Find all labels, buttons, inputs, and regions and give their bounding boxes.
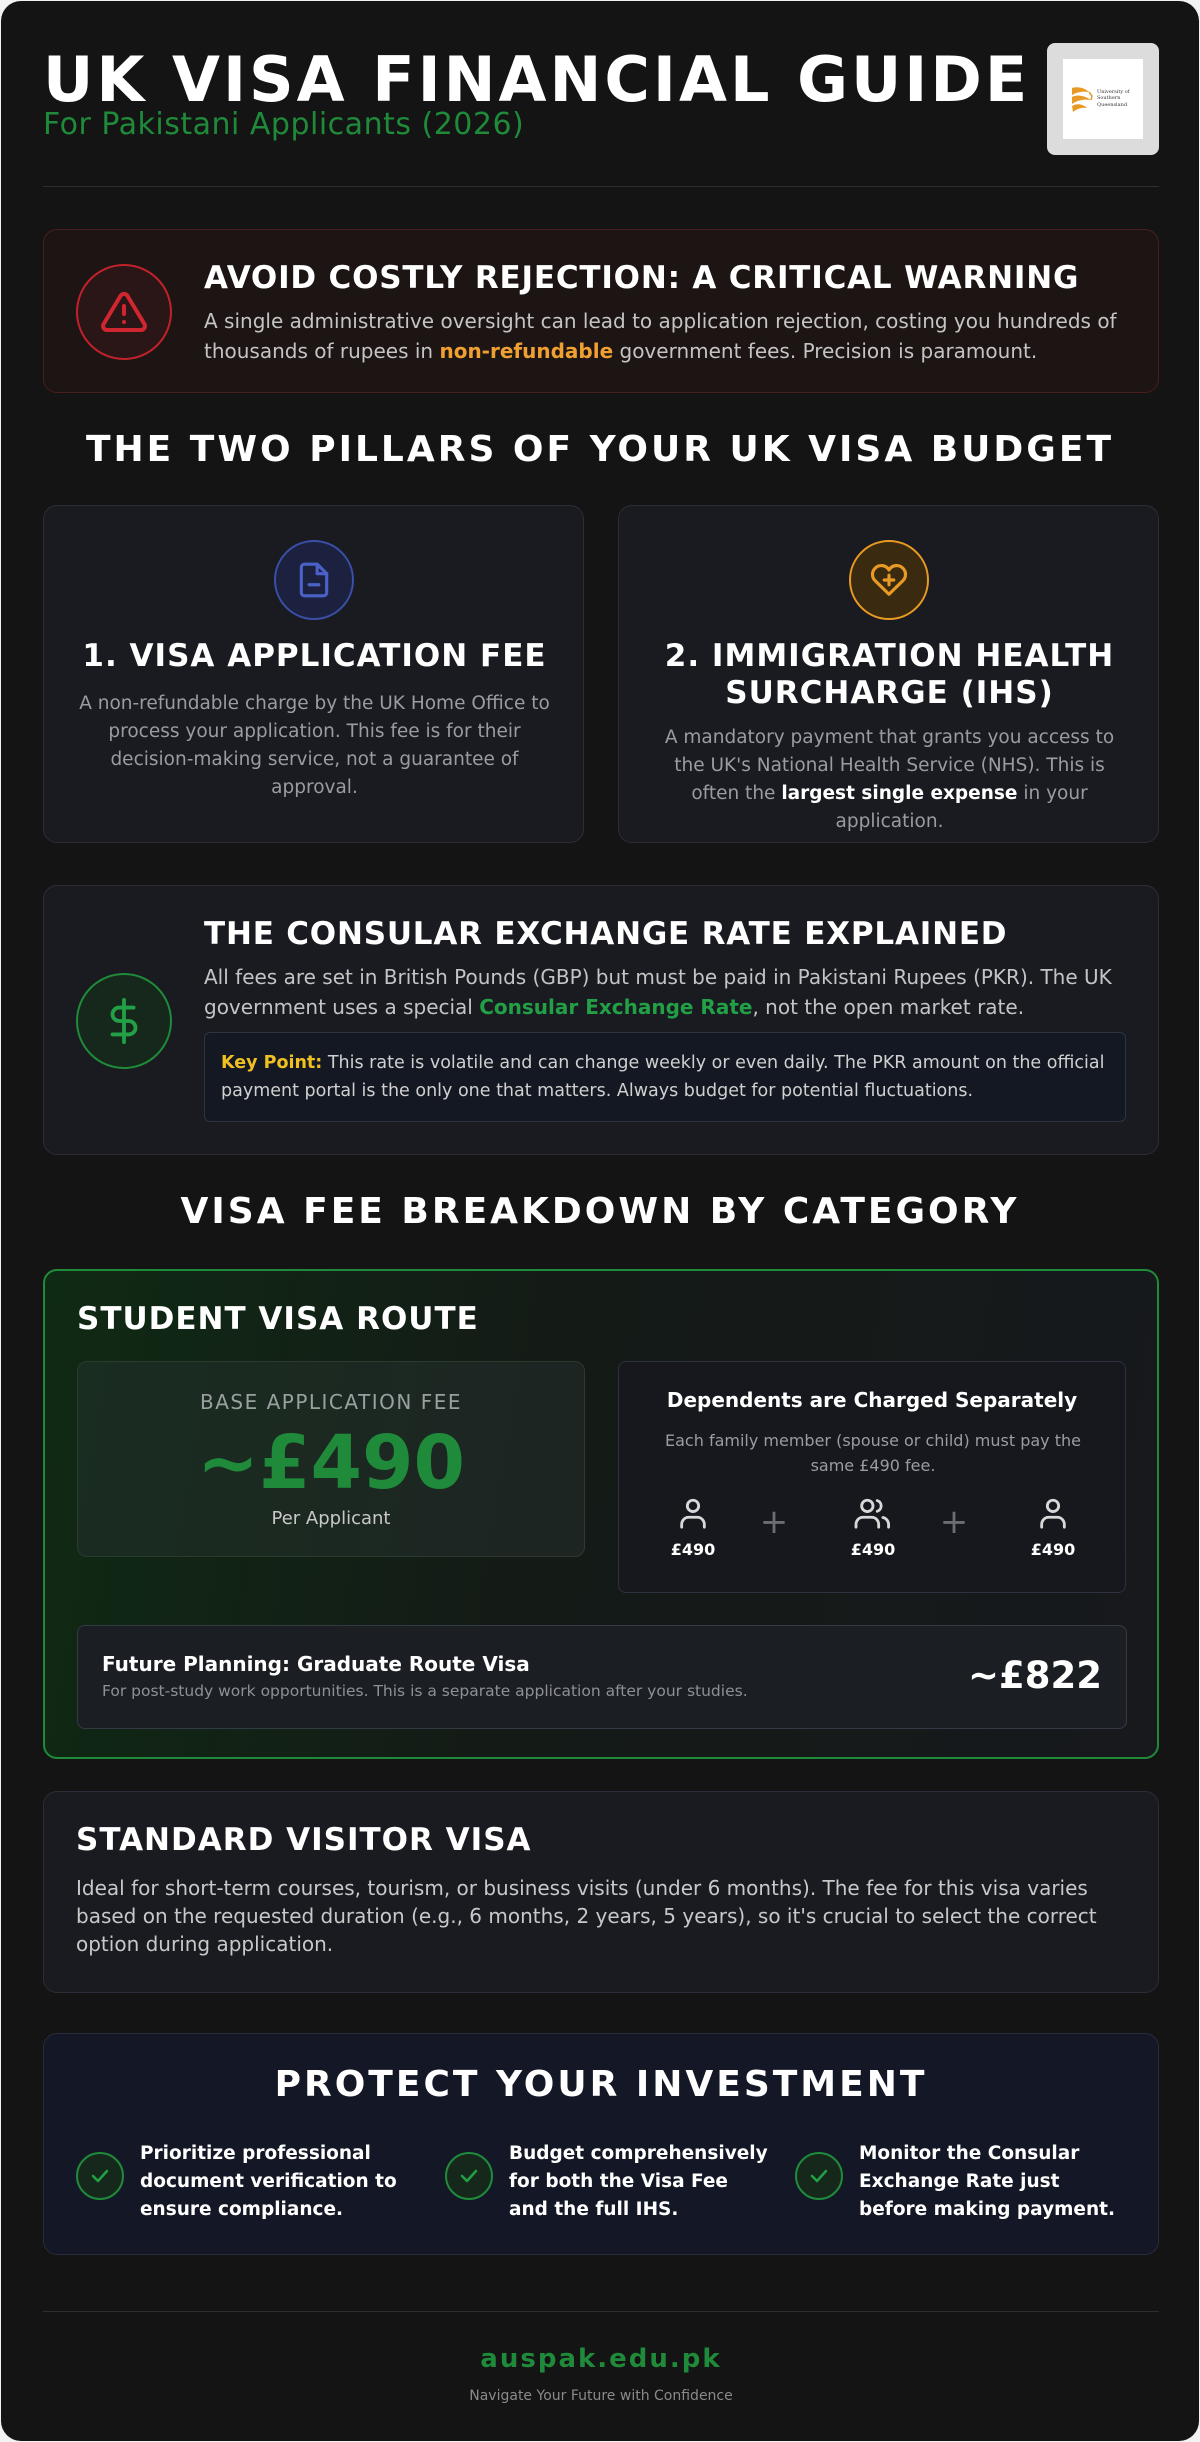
graduate-route-amount: ~£822 [968, 1654, 1102, 1697]
pillar-icon-badge [849, 540, 929, 620]
logo-line: Queensland [1097, 101, 1128, 108]
document-icon [295, 561, 333, 599]
key-point-box [204, 1032, 1126, 1122]
check-icon [807, 2164, 831, 2188]
exchange-text-part: All fees are set in British Pounds (GBP) but must be paid in Pakistani Rupees (PKR). The UK government uses a special [204, 965, 1112, 1019]
exchange-icon-badge [76, 973, 172, 1069]
base-fee-label: BASE APPLICATION FEE [200, 1390, 462, 1414]
graduate-route-box [77, 1625, 1127, 1729]
pillar-title: 1. VISA APPLICATION FEE [82, 638, 547, 674]
person-icon [1036, 1496, 1070, 1530]
visitor-visa-title: STANDARD VISITOR VISA [76, 1822, 532, 1858]
check-badge [445, 2152, 493, 2200]
university-logo [1047, 43, 1159, 155]
pillar-highlight: largest single expense [781, 783, 1018, 804]
dependents-box [618, 1361, 1126, 1593]
check-badge [76, 2152, 124, 2200]
pillar-icon-badge [274, 540, 354, 620]
dependent-item [663, 1496, 723, 1559]
logo-line: University of [1097, 89, 1130, 95]
student-visa-title: STUDENT VISA ROUTE [77, 1301, 479, 1337]
warning-card [43, 229, 1159, 393]
pillar-text: A non-refundable charge by the UK Home Office to process your application. This fee is for their decision-making service, not a guarantee of approval. [79, 693, 550, 798]
page-title: UK VISA FINANCIAL GUIDE [43, 43, 1031, 116]
warning-text-part: government fees. Precision is paramount. [613, 339, 1038, 363]
dependent-item [843, 1496, 903, 1559]
people-icon [853, 1496, 893, 1530]
check-icon [88, 2164, 112, 2188]
warning-text [204, 306, 1134, 366]
logo-mark-icon [1069, 84, 1095, 114]
dependent-fee: £490 [850, 1540, 896, 1559]
logo-panel [1063, 59, 1143, 139]
pillar-card-visa-fee [43, 505, 584, 843]
dependent-fee: £490 [1030, 1540, 1076, 1559]
base-fee-box [77, 1361, 585, 1557]
breakdown-section-title: VISA FEE BREAKDOWN BY CATEGORY [180, 1191, 1020, 1232]
footer-tagline: Navigate Your Future with Confidence [469, 2388, 733, 2404]
key-point-text: This rate is volatile and can change weekly or even daily. The PKR amount on the official payment portal is the only one that matters. Always budget for potential fluctuations. [221, 1053, 1105, 1101]
key-point-label: Key Point: [221, 1053, 323, 1073]
visitor-visa-card [43, 1791, 1159, 1993]
exchange-text [204, 962, 1134, 1022]
person-icon [676, 1496, 710, 1530]
logo-line: Southern [1097, 95, 1121, 102]
dependents-text: Each family member (spouse or child) must pay the same £490 fee. [665, 1431, 1081, 1475]
check-badge [795, 2152, 843, 2200]
pillar-title: 2. IMMIGRATION HEALTH SURCHARGE (IHS) [664, 638, 1115, 711]
student-visa-card [43, 1269, 1159, 1759]
warning-triangle-icon [100, 288, 148, 336]
exchange-title: THE CONSULAR EXCHANGE RATE EXPLAINED [204, 916, 1008, 952]
tip-text: Budget comprehensively for both the Visa Fee and the full IHS. [509, 2143, 768, 2220]
dependent-item [1023, 1496, 1083, 1559]
warning-highlight: non-refundable [439, 339, 614, 363]
exchange-rate-card [43, 885, 1159, 1155]
dollar-icon [101, 998, 147, 1044]
check-icon [457, 2164, 481, 2188]
plus-sign: + [939, 1502, 969, 1542]
warning-title: AVOID COSTLY REJECTION: A CRITICAL WARNING [204, 260, 1080, 296]
tip-text: Prioritize professional document verification to ensure compliance. [140, 2143, 397, 2220]
header [43, 41, 1159, 187]
tip-text: Monitor the Consular Exchange Rate just before making payment. [859, 2143, 1116, 2220]
warning-text-part: A single administrative oversight can lead to application rejection, costing you hundreds of thousands of rupees in [204, 309, 1117, 363]
base-fee-subtext: Per Applicant [271, 1508, 391, 1529]
graduate-route-text: For post-study work opportunities. This is a separate application after your studies. [102, 1682, 748, 1700]
graduate-route-title: Future Planning: Graduate Route Visa [102, 1652, 530, 1676]
exchange-text-part: , not the open market rate. [752, 995, 1025, 1019]
visitor-visa-text: Ideal for short-term courses, tourism, or business visits (under 6 months). The fee for this visa varies based on the requested duration (e.g., 6 months, 2 years, 5 years), so it's crucial to select the correct option during application. [76, 1876, 1097, 1956]
pillar-text-part: in your application. [835, 783, 1088, 832]
protect-title: PROTECT YOUR INVESTMENT [274, 2064, 928, 2105]
base-fee-amount: ~£490 [197, 1420, 465, 1506]
pillar-card-ihs [618, 505, 1159, 843]
page-subtitle: For Pakistani Applicants (2026) [43, 107, 525, 142]
footer [43, 2311, 1159, 2411]
protect-investment-card [43, 2033, 1159, 2255]
page [1, 1, 1199, 2441]
exchange-highlight: Consular Exchange Rate [479, 995, 753, 1019]
footer-site-link[interactable]: auspak.edu.pk [480, 2344, 722, 2374]
pillar-text [653, 724, 1126, 836]
heart-plus-icon [870, 561, 908, 599]
pillars-section-title: THE TWO PILLARS OF YOUR UK VISA BUDGET [85, 429, 1114, 470]
dependent-fee: £490 [670, 1540, 716, 1559]
logo-text [1097, 89, 1141, 108]
warning-icon-badge [76, 264, 172, 360]
pillar-text-part: A mandatory payment that grants you access to the UK's National Health Service (NHS). This is often the [664, 727, 1115, 804]
dependents-title: Dependents are Charged Separately [666, 1388, 1078, 1412]
plus-sign: + [759, 1502, 789, 1542]
